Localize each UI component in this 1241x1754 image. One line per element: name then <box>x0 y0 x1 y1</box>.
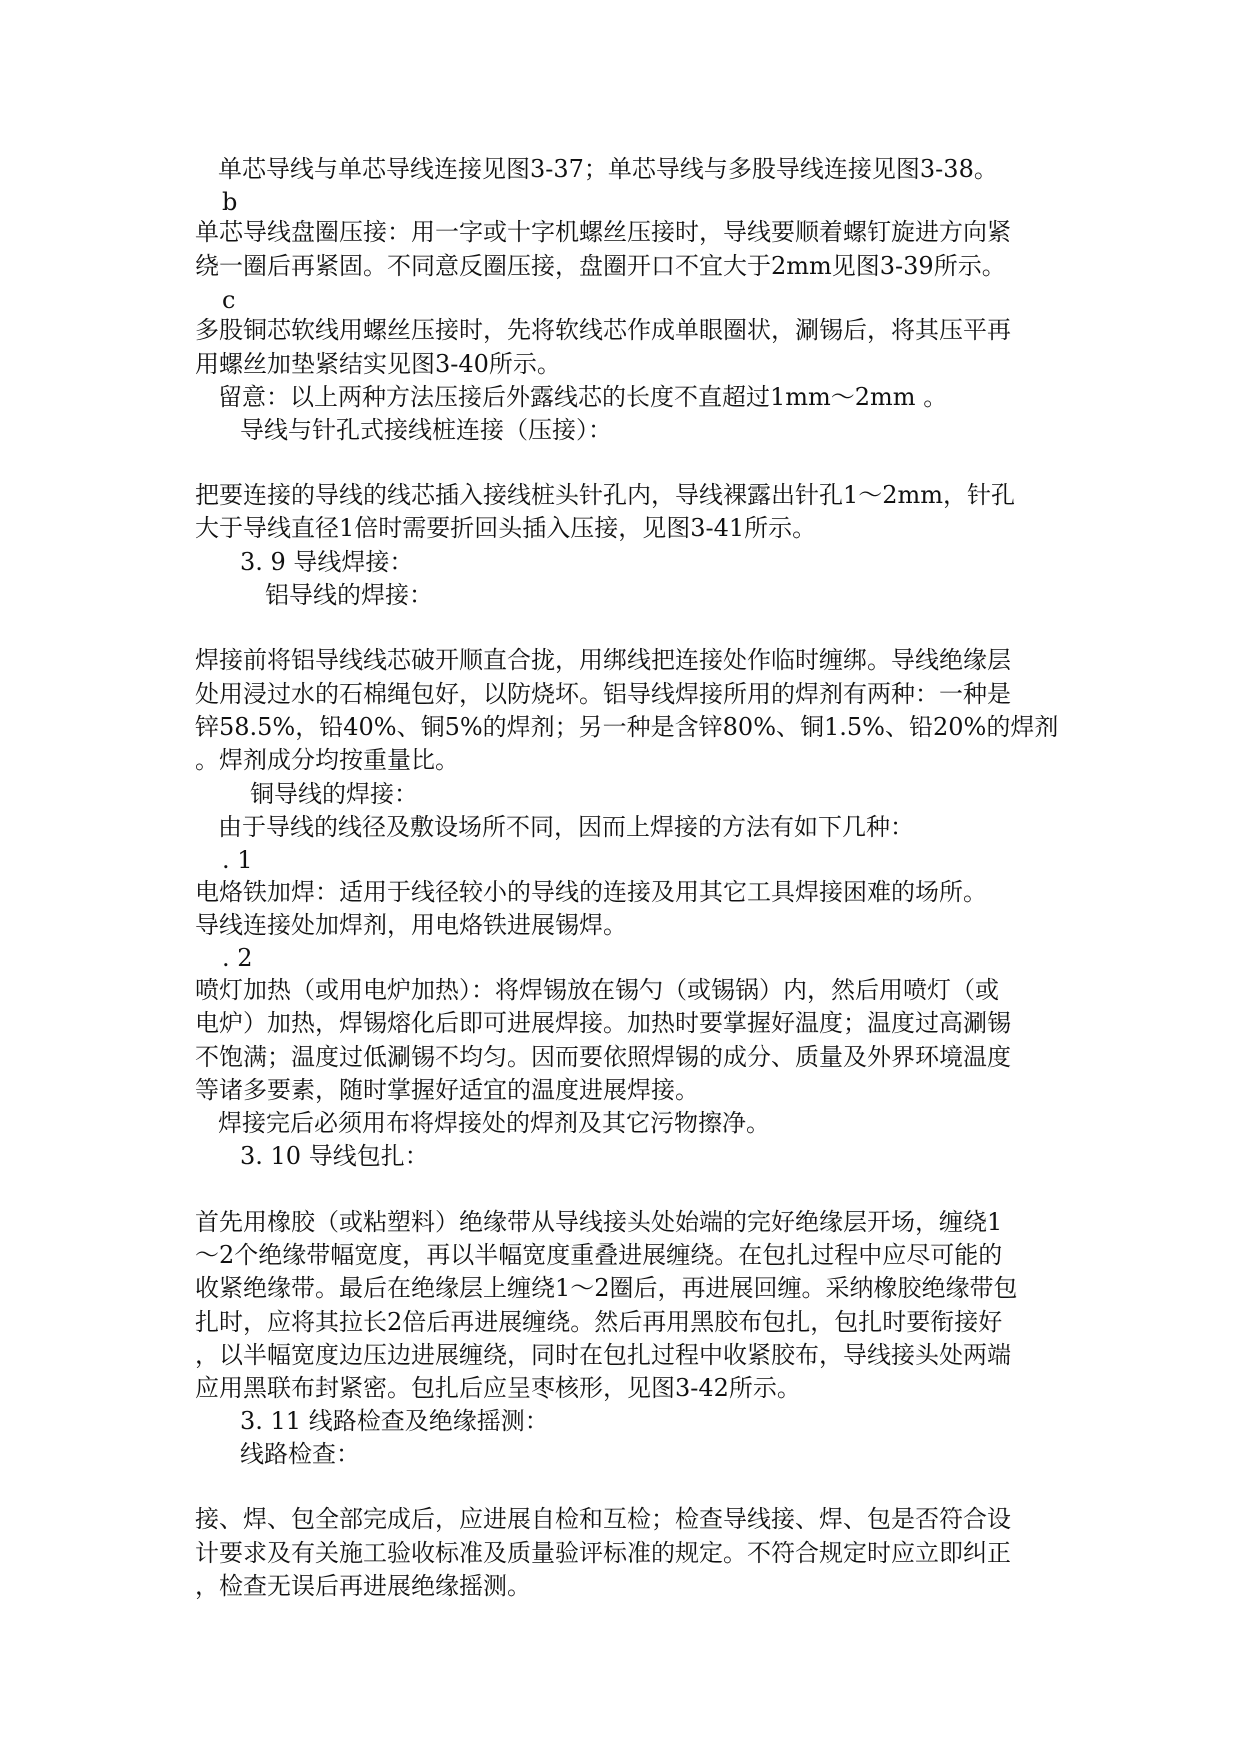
text-line: 把要连接的导线的线芯插入接线桩头针孔内，导线裸露出针孔1～2mm，针孔 <box>195 481 1016 509</box>
list-marker: b <box>222 188 238 216</box>
text-line: ～2个绝缘带幅宽度，再以半幅宽度重叠进展缠绕。在包扎过程中应尽可能的 <box>195 1241 1003 1269</box>
text-line: 收紧绝缘带。最后在绝缘层上缠绕1～2圈后，再进展回缠。采纳橡胶绝缘带包 <box>195 1274 1018 1302</box>
text-line: 首先用橡胶（或粘塑料）绝缘带从导线接头处始端的完好绝缘层开场，缠绕1 <box>195 1208 1003 1236</box>
text-line: ，检查无误后再进展绝缘摇测。 <box>195 1572 531 1600</box>
text-line: 用螺丝加垫紧结实见图3-40所示。 <box>195 350 561 378</box>
list-marker: . 2 <box>222 944 253 972</box>
text-line: 扎时，应将其拉长2倍后再进展缠绕。然后再用黑胶布包扎，包扎时要衔接好 <box>195 1308 1003 1336</box>
text-line: 留意：以上两种方法压接后外露线芯的长度不直超过1mm～2mm 。 <box>218 383 948 411</box>
section-heading: 3. 9 导线焊接： <box>240 548 414 576</box>
text-line: 由于导线的线径及敷设场所不同，因而上焊接的方法有如下几种： <box>218 813 914 841</box>
text-line: 处用浸过水的石棉绳包好，以防烧坏。铝导线焊接所用的焊剂有两种：一种是 <box>195 680 1011 708</box>
text-line: 锌58.5%，铅40%、铜5%的焊剂；另一种是含锌80%、铜1.5%、铅20%的焊剂 <box>195 713 1059 741</box>
text-line: 单芯导线盘圈压接：用一字或十字机螺丝压接时，导线要顺着螺钉旋进方向紧 <box>195 218 1011 246</box>
subsection-heading: 铜导线的焊接： <box>250 780 418 808</box>
text-line: 喷灯加热（或用电炉加热）：将焊锡放在锡勺（或锡锅）内，然后用喷灯（或 <box>195 976 999 1004</box>
text-line: 等诸多要素，随时掌握好适宜的温度进展焊接。 <box>195 1076 699 1104</box>
text-line: 电炉）加热，焊锡熔化后即可进展焊接。加热时要掌握好温度；温度过高涮锡 <box>195 1009 1011 1037</box>
text-line: 计要求及有关施工验收标准及质量验评标准的规定。不符合规定时应立即纠正 <box>195 1539 1011 1567</box>
text-line: 焊接完后必须用布将焊接处的焊剂及其它污物擦净。 <box>218 1109 770 1137</box>
list-marker: . 1 <box>222 846 253 874</box>
section-heading: 3. 10 导线包扎： <box>240 1142 429 1170</box>
section-heading: 3. 11 线路检查及绝缘摇测： <box>240 1407 549 1435</box>
text-line: 不饱满；温度过低涮锡不均匀。因而要依照焊锡的成分、质量及外界环境温度 <box>195 1043 1011 1071</box>
text-line: 电烙铁加焊：适用于线径较小的导线的连接及用其它工具焊接困难的场所。 <box>195 878 987 906</box>
text-line: 导线与针孔式接线桩连接（压接）： <box>240 416 612 444</box>
list-marker: c <box>222 286 236 314</box>
text-line: ，以半幅宽度边压边进展缠绕，同时在包扎过程中收紧胶布，导线接头处两端 <box>195 1341 1011 1369</box>
text-line: 导线连接处加焊剂，用电烙铁进展锡焊。 <box>195 911 627 939</box>
text-line: 接、焊、包全部完成后，应进展自检和互检；检查导线接、焊、包是否符合设 <box>195 1505 1011 1533</box>
subsection-heading: 线路检查： <box>240 1440 360 1468</box>
text-line: 单芯导线与单芯导线连接见图3-37；单芯导线与多股导线连接见图3-38。 <box>218 155 998 183</box>
subsection-heading: 铝导线的焊接： <box>265 581 433 609</box>
text-line: 绕一圈后再紧固。不同意反圈压接，盘圈开口不宜大于2mm见图3-39所示。 <box>195 252 1006 280</box>
text-line: 大于导线直径1倍时需要折回头插入压接，见图3-41所示。 <box>195 514 817 542</box>
text-line: 焊接前将铝导线线芯破开顺直合拢，用绑线把连接处作临时缠绑。导线绝缘层 <box>195 646 1011 674</box>
text-line: 多股铜芯软线用螺丝压接时，先将软线芯作成单眼圈状，涮锡后，将其压平再 <box>195 316 1011 344</box>
text-line: 。焊剂成分均按重量比。 <box>195 746 459 774</box>
text-line: 应用黑联布封紧密。包扎后应呈枣核形，见图3-42所示。 <box>195 1374 801 1402</box>
